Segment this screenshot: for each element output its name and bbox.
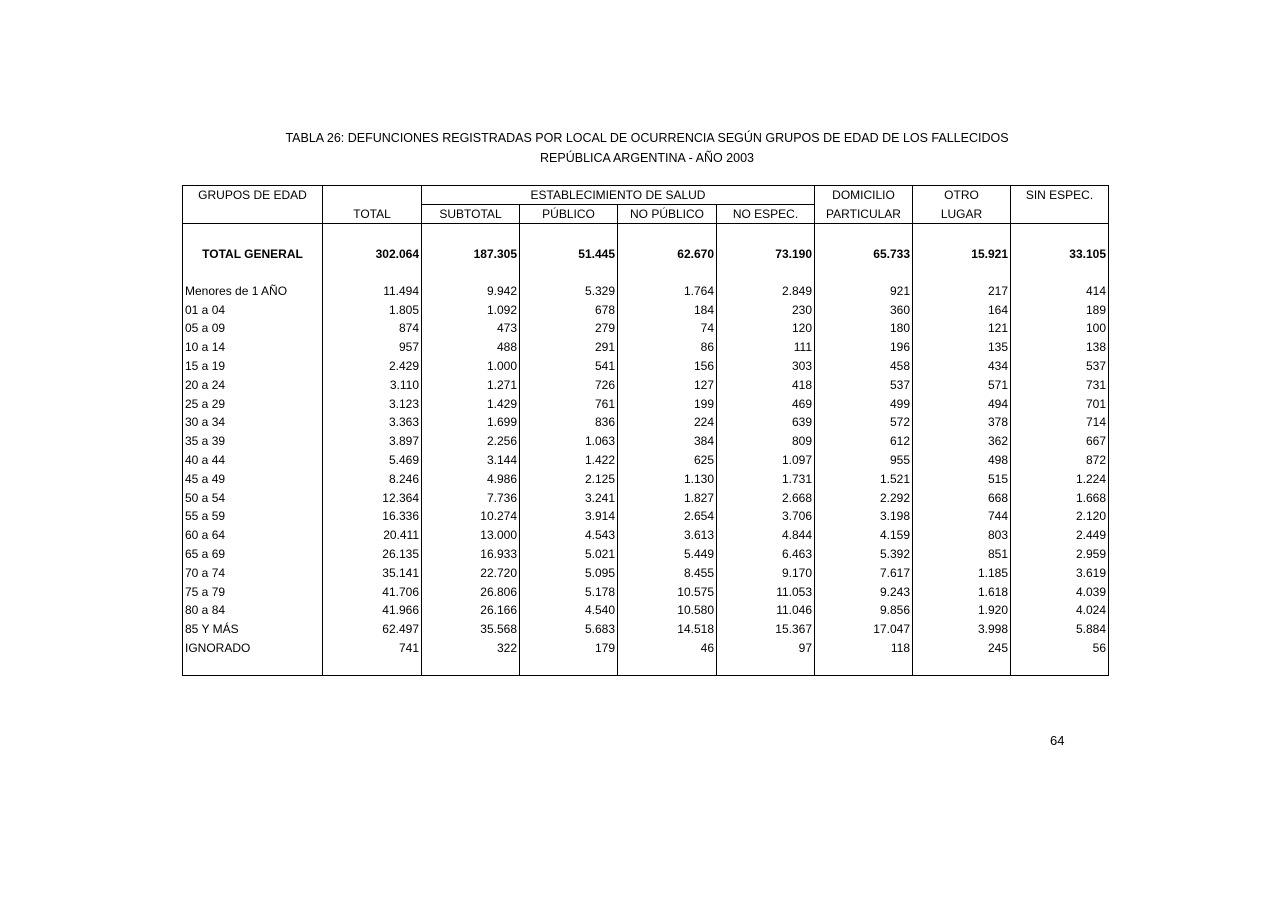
header-establecimiento-de-salud: ESTABLECIMIENTO DE SALUD	[422, 186, 815, 205]
cell-sin-espec: 33.105	[1011, 244, 1109, 264]
cell-no-publico: 2.654	[618, 507, 717, 526]
cell-domicilio-particular: 612	[815, 432, 913, 451]
cell-domicilio-particular: 5.392	[815, 545, 913, 564]
cell-total: 3.897	[323, 432, 422, 451]
cell-subtotal: 473	[422, 319, 520, 338]
header-sin-espec: SIN ESPEC.	[1011, 186, 1109, 205]
cell-subtotal: 22.720	[422, 563, 520, 582]
table-row	[183, 620, 1109, 639]
cell-otro-lugar: 498	[913, 451, 1011, 470]
cell-no-publico: 199	[618, 394, 717, 413]
table-row	[183, 601, 1109, 620]
cell-no-espec: 2.668	[717, 488, 815, 507]
cell-otro-lugar: 135	[913, 338, 1011, 357]
spacer-cell	[183, 264, 323, 282]
cell-publico: 5.178	[520, 582, 618, 601]
spacer-row	[183, 657, 1109, 675]
cell-sin-espec: 4.024	[1011, 601, 1109, 620]
cell-domicilio-particular: 3.198	[815, 507, 913, 526]
spacer-cell	[913, 264, 1011, 282]
cell-grupo: 50 a 54	[183, 488, 323, 507]
cell-total: 3.123	[323, 394, 422, 413]
cell-domicilio-particular: 537	[815, 375, 913, 394]
cell-domicilio-particular: 458	[815, 357, 913, 376]
cell-no-publico: 224	[618, 413, 717, 432]
cell-total: 874	[323, 319, 422, 338]
cell-sin-espec: 189	[1011, 300, 1109, 319]
spacer-cell	[520, 224, 618, 244]
cell-total: 62.497	[323, 620, 422, 639]
header-row-1	[183, 186, 1109, 205]
table-row	[183, 451, 1109, 470]
cell-domicilio-particular: 360	[815, 300, 913, 319]
cell-total: 957	[323, 338, 422, 357]
cell-publico: 1.063	[520, 432, 618, 451]
cell-subtotal: 2.256	[422, 432, 520, 451]
cell-no-espec: 9.170	[717, 563, 815, 582]
cell-no-espec: 73.190	[717, 244, 815, 264]
table-row	[183, 469, 1109, 488]
cell-otro-lugar: 851	[913, 545, 1011, 564]
cell-sin-espec: 731	[1011, 375, 1109, 394]
table-row	[183, 563, 1109, 582]
spacer-cell	[913, 224, 1011, 244]
cell-subtotal: 4.986	[422, 469, 520, 488]
table-row	[183, 319, 1109, 338]
header-domicilio: DOMICILIO	[815, 186, 913, 205]
table-subtitle: REPÚBLICA ARGENTINA - AÑO 2003	[540, 151, 754, 165]
cell-subtotal: 9.942	[422, 282, 520, 301]
cell-no-espec: 97	[717, 639, 815, 658]
cell-no-publico: 8.455	[618, 563, 717, 582]
cell-otro-lugar: 1.920	[913, 601, 1011, 620]
header-particular: PARTICULAR	[815, 205, 913, 224]
spacer-cell	[520, 264, 618, 282]
cell-subtotal: 35.568	[422, 620, 520, 639]
header-total: TOTAL	[323, 205, 422, 224]
table-row	[183, 282, 1109, 301]
cell-publico: 51.445	[520, 244, 618, 264]
cell-grupo: 10 a 14	[183, 338, 323, 357]
table-row	[183, 582, 1109, 601]
cell-grupo: 70 a 74	[183, 563, 323, 582]
spacer-cell	[717, 224, 815, 244]
cell-sin-espec: 4.039	[1011, 582, 1109, 601]
cell-publico: 1.422	[520, 451, 618, 470]
cell-no-espec: 120	[717, 319, 815, 338]
cell-no-espec: 111	[717, 338, 815, 357]
spacer-cell	[815, 657, 913, 675]
cell-grupo: TOTAL GENERAL	[183, 244, 323, 264]
cell-otro-lugar: 515	[913, 469, 1011, 488]
cell-sin-espec: 3.619	[1011, 563, 1109, 582]
spacer-row	[183, 264, 1109, 282]
cell-no-publico: 10.580	[618, 601, 717, 620]
table-row	[183, 357, 1109, 376]
cell-publico: 836	[520, 413, 618, 432]
cell-otro-lugar: 494	[913, 394, 1011, 413]
cell-grupo: 65 a 69	[183, 545, 323, 564]
cell-publico: 5.329	[520, 282, 618, 301]
cell-sin-espec: 414	[1011, 282, 1109, 301]
cell-total: 41.706	[323, 582, 422, 601]
cell-no-publico: 46	[618, 639, 717, 658]
cell-no-espec: 3.706	[717, 507, 815, 526]
cell-no-publico: 86	[618, 338, 717, 357]
cell-otro-lugar: 362	[913, 432, 1011, 451]
cell-no-publico: 3.613	[618, 526, 717, 545]
cell-grupo: Menores de 1 AÑO	[183, 282, 323, 301]
cell-total: 3.110	[323, 375, 422, 394]
cell-publico: 5.021	[520, 545, 618, 564]
cell-otro-lugar: 378	[913, 413, 1011, 432]
cell-total: 5.469	[323, 451, 422, 470]
cell-no-espec: 11.053	[717, 582, 815, 601]
cell-no-publico: 62.670	[618, 244, 717, 264]
cell-no-espec: 809	[717, 432, 815, 451]
cell-sin-espec: 2.449	[1011, 526, 1109, 545]
cell-sin-espec: 537	[1011, 357, 1109, 376]
cell-no-publico: 1.764	[618, 282, 717, 301]
cell-domicilio-particular: 17.047	[815, 620, 913, 639]
cell-publico: 179	[520, 639, 618, 658]
cell-total: 11.494	[323, 282, 422, 301]
cell-publico: 4.540	[520, 601, 618, 620]
cell-no-espec: 639	[717, 413, 815, 432]
cell-domicilio-particular: 2.292	[815, 488, 913, 507]
cell-no-espec: 15.367	[717, 620, 815, 639]
cell-total: 35.141	[323, 563, 422, 582]
table-row	[183, 526, 1109, 545]
spacer-cell	[618, 224, 717, 244]
cell-publico: 678	[520, 300, 618, 319]
cell-otro-lugar: 217	[913, 282, 1011, 301]
cell-no-publico: 10.575	[618, 582, 717, 601]
cell-sin-espec: 1.668	[1011, 488, 1109, 507]
cell-otro-lugar: 121	[913, 319, 1011, 338]
spacer-cell	[1011, 264, 1109, 282]
cell-no-espec: 6.463	[717, 545, 815, 564]
spacer-cell	[422, 264, 520, 282]
cell-domicilio-particular: 196	[815, 338, 913, 357]
spacer-cell	[422, 224, 520, 244]
cell-domicilio-particular: 118	[815, 639, 913, 658]
cell-no-publico: 156	[618, 357, 717, 376]
cell-no-publico: 1.130	[618, 469, 717, 488]
spacer-cell	[815, 224, 913, 244]
cell-total: 302.064	[323, 244, 422, 264]
table-title: TABLA 26: DEFUNCIONES REGISTRADAS POR LOCAL DE OCURRENCIA SEGÚN GRUPOS DE EDAD DE LOS FALLECIDOS	[285, 131, 1009, 145]
header-otro: OTRO	[913, 186, 1011, 205]
table-row	[183, 507, 1109, 526]
cell-domicilio-particular: 9.856	[815, 601, 913, 620]
spacer-cell	[717, 264, 815, 282]
cell-no-espec: 11.046	[717, 601, 815, 620]
cell-subtotal: 7.736	[422, 488, 520, 507]
cell-sin-espec: 56	[1011, 639, 1109, 658]
deaths-table	[182, 185, 1109, 676]
table-row	[183, 394, 1109, 413]
cell-subtotal: 322	[422, 639, 520, 658]
header-lugar: LUGAR	[913, 205, 1011, 224]
cell-otro-lugar: 3.998	[913, 620, 1011, 639]
cell-publico: 2.125	[520, 469, 618, 488]
spacer-cell	[913, 657, 1011, 675]
table-row	[183, 432, 1109, 451]
cell-subtotal: 16.933	[422, 545, 520, 564]
header-row-2	[183, 205, 1109, 224]
cell-publico: 5.095	[520, 563, 618, 582]
spacer-cell	[323, 657, 422, 675]
cell-domicilio-particular: 572	[815, 413, 913, 432]
cell-grupo: 01 a 04	[183, 300, 323, 319]
spacer-cell	[1011, 224, 1109, 244]
header-publico: PÚBLICO	[520, 205, 618, 224]
header-grupos-de-edad: GRUPOS DE EDAD	[183, 186, 323, 205]
spacer-row	[183, 224, 1109, 244]
cell-subtotal: 10.274	[422, 507, 520, 526]
cell-grupo: 35 a 39	[183, 432, 323, 451]
cell-grupo: 40 a 44	[183, 451, 323, 470]
cell-domicilio-particular: 955	[815, 451, 913, 470]
cell-grupo: 30 a 34	[183, 413, 323, 432]
cell-no-espec: 418	[717, 375, 815, 394]
cell-total: 1.805	[323, 300, 422, 319]
cell-grupo: 25 a 29	[183, 394, 323, 413]
cell-otro-lugar: 1.618	[913, 582, 1011, 601]
cell-publico: 3.914	[520, 507, 618, 526]
cell-no-espec: 230	[717, 300, 815, 319]
cell-sin-espec: 714	[1011, 413, 1109, 432]
cell-grupo: 45 a 49	[183, 469, 323, 488]
cell-sin-espec: 1.224	[1011, 469, 1109, 488]
cell-subtotal: 1.699	[422, 413, 520, 432]
cell-total: 8.246	[323, 469, 422, 488]
cell-otro-lugar: 434	[913, 357, 1011, 376]
cell-otro-lugar: 1.185	[913, 563, 1011, 582]
spacer-cell	[183, 657, 323, 675]
cell-grupo: 55 a 59	[183, 507, 323, 526]
cell-subtotal: 1.429	[422, 394, 520, 413]
spacer-cell	[618, 657, 717, 675]
cell-no-publico: 1.827	[618, 488, 717, 507]
cell-otro-lugar: 744	[913, 507, 1011, 526]
cell-publico: 291	[520, 338, 618, 357]
total-general-row	[183, 244, 1109, 264]
cell-domicilio-particular: 921	[815, 282, 913, 301]
header-no-publico: NO PÚBLICO	[618, 205, 717, 224]
cell-domicilio-particular: 9.243	[815, 582, 913, 601]
cell-no-publico: 184	[618, 300, 717, 319]
cell-sin-espec: 2.120	[1011, 507, 1109, 526]
cell-subtotal: 13.000	[422, 526, 520, 545]
cell-grupo: 15 a 19	[183, 357, 323, 376]
spacer-cell	[815, 264, 913, 282]
cell-publico: 541	[520, 357, 618, 376]
cell-no-publico: 74	[618, 319, 717, 338]
cell-no-espec: 1.097	[717, 451, 815, 470]
cell-no-espec: 303	[717, 357, 815, 376]
spacer-cell	[618, 264, 717, 282]
cell-sin-espec: 100	[1011, 319, 1109, 338]
spacer-cell	[323, 224, 422, 244]
table-row	[183, 488, 1109, 507]
cell-total: 26.135	[323, 545, 422, 564]
cell-sin-espec: 5.884	[1011, 620, 1109, 639]
header-subtotal: SUBTOTAL	[422, 205, 520, 224]
cell-no-publico: 625	[618, 451, 717, 470]
cell-grupo: 60 a 64	[183, 526, 323, 545]
cell-grupo: 75 a 79	[183, 582, 323, 601]
cell-subtotal: 1.271	[422, 375, 520, 394]
cell-domicilio-particular: 499	[815, 394, 913, 413]
cell-sin-espec: 138	[1011, 338, 1109, 357]
cell-sin-espec: 2.959	[1011, 545, 1109, 564]
cell-no-espec: 1.731	[717, 469, 815, 488]
cell-sin-espec: 701	[1011, 394, 1109, 413]
cell-sin-espec: 872	[1011, 451, 1109, 470]
cell-domicilio-particular: 180	[815, 319, 913, 338]
cell-publico: 279	[520, 319, 618, 338]
table-row	[183, 639, 1109, 658]
cell-no-espec: 4.844	[717, 526, 815, 545]
cell-no-espec: 469	[717, 394, 815, 413]
table-row	[183, 338, 1109, 357]
spacer-cell	[1011, 657, 1109, 675]
cell-subtotal: 1.092	[422, 300, 520, 319]
table-row	[183, 300, 1109, 319]
spacer-cell	[183, 224, 323, 244]
cell-subtotal: 488	[422, 338, 520, 357]
page-number: 64	[1050, 733, 1065, 748]
cell-subtotal: 26.166	[422, 601, 520, 620]
spacer-cell	[422, 657, 520, 675]
header-sin-espec-empty	[1011, 205, 1109, 224]
cell-otro-lugar: 245	[913, 639, 1011, 658]
cell-domicilio-particular: 7.617	[815, 563, 913, 582]
cell-otro-lugar: 15.921	[913, 244, 1011, 264]
cell-total: 3.363	[323, 413, 422, 432]
cell-publico: 3.241	[520, 488, 618, 507]
cell-subtotal: 1.000	[422, 357, 520, 376]
cell-publico: 4.543	[520, 526, 618, 545]
cell-total: 41.966	[323, 601, 422, 620]
cell-total: 12.364	[323, 488, 422, 507]
spacer-cell	[323, 264, 422, 282]
table-row	[183, 545, 1109, 564]
spacer-cell	[717, 657, 815, 675]
table-row	[183, 413, 1109, 432]
cell-subtotal: 3.144	[422, 451, 520, 470]
cell-no-espec: 2.849	[717, 282, 815, 301]
cell-total: 20.411	[323, 526, 422, 545]
cell-grupo: 20 a 24	[183, 375, 323, 394]
cell-otro-lugar: 668	[913, 488, 1011, 507]
cell-subtotal: 26.806	[422, 582, 520, 601]
table-row	[183, 375, 1109, 394]
header-grupos-empty	[183, 205, 323, 224]
cell-no-publico: 14.518	[618, 620, 717, 639]
cell-publico: 726	[520, 375, 618, 394]
cell-no-publico: 384	[618, 432, 717, 451]
cell-grupo: IGNORADO	[183, 639, 323, 658]
header-total-empty	[323, 186, 422, 205]
spacer-cell	[520, 657, 618, 675]
cell-otro-lugar: 164	[913, 300, 1011, 319]
cell-no-publico: 5.449	[618, 545, 717, 564]
cell-domicilio-particular: 65.733	[815, 244, 913, 264]
cell-publico: 761	[520, 394, 618, 413]
cell-no-publico: 127	[618, 375, 717, 394]
cell-grupo: 80 a 84	[183, 601, 323, 620]
cell-total: 16.336	[323, 507, 422, 526]
cell-publico: 5.683	[520, 620, 618, 639]
cell-otro-lugar: 571	[913, 375, 1011, 394]
header-no-espec: NO ESPEC.	[717, 205, 815, 224]
cell-otro-lugar: 803	[913, 526, 1011, 545]
cell-grupo: 85 Y MÁS	[183, 620, 323, 639]
cell-subtotal: 187.305	[422, 244, 520, 264]
cell-sin-espec: 667	[1011, 432, 1109, 451]
cell-total: 741	[323, 639, 422, 658]
cell-domicilio-particular: 4.159	[815, 526, 913, 545]
cell-domicilio-particular: 1.521	[815, 469, 913, 488]
cell-grupo: 05 a 09	[183, 319, 323, 338]
cell-total: 2.429	[323, 357, 422, 376]
